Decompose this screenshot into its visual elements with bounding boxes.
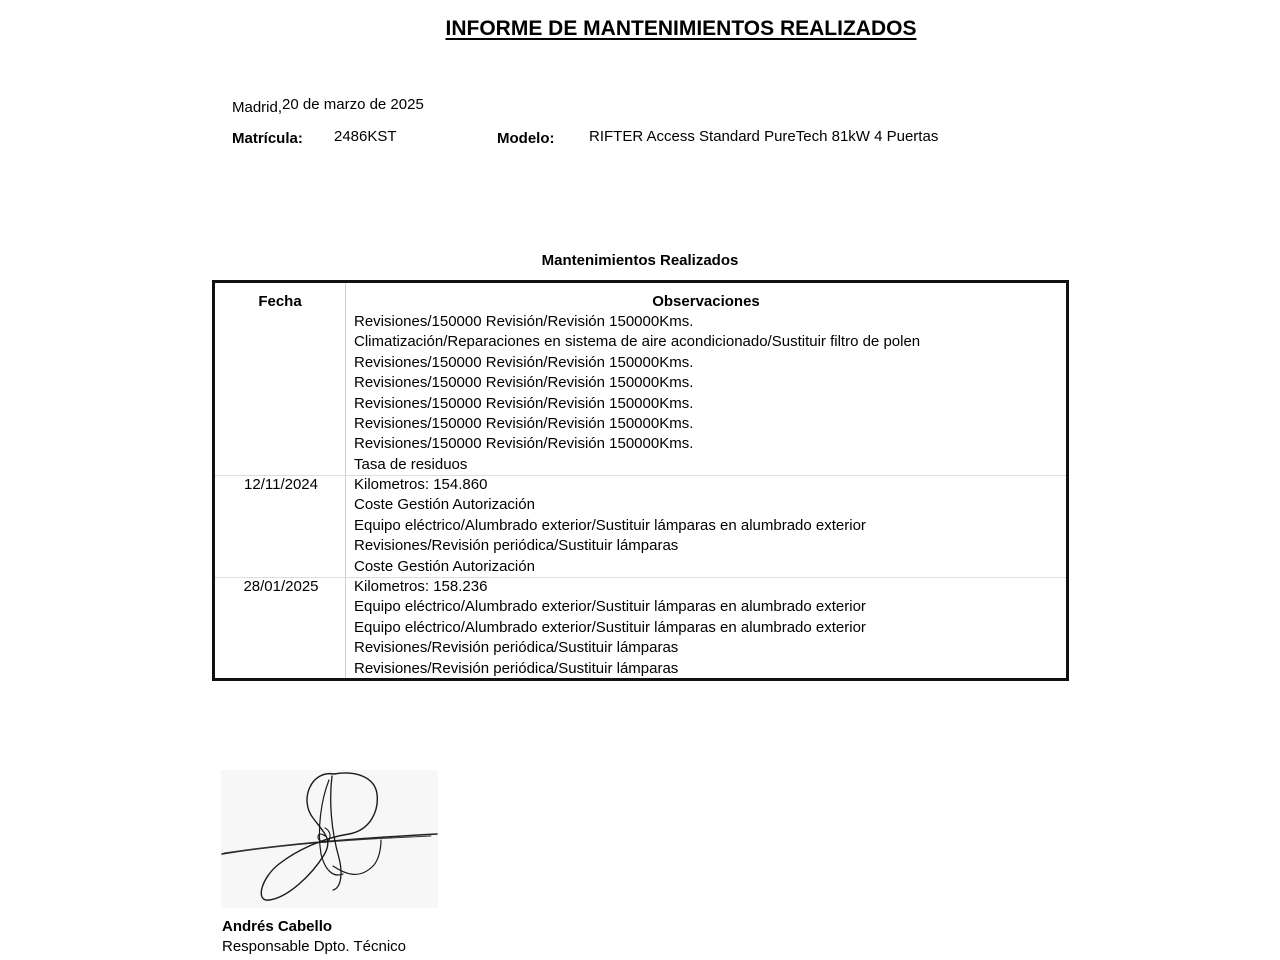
signature-image (221, 770, 438, 908)
report-title: INFORME DE MANTENIMIENTOS REALIZADOS (445, 17, 917, 40)
group-date: 12/11/2024 (244, 476, 318, 493)
observation-list (354, 312, 920, 475)
observation-item: Equipo eléctrico/Alumbrado exterior/Sustituir lámparas en alumbrado exterior (354, 598, 866, 616)
observation-item: Climatización/Reparaciones en sistema de aire acondicionado/Sustituir filtro de polen (354, 333, 921, 351)
group-date: 28/01/2025 (243, 578, 319, 595)
maintenance-table (212, 280, 1069, 681)
model-value: RIFTER Access Standard PureTech 81kW 4 Puertas (589, 128, 939, 145)
observation-item: Revisiones/150000 Revisión/Revisión 150000Kms. (354, 313, 694, 330)
report-date: 20 de marzo de 2025 (282, 96, 424, 113)
observation-item: Revisiones/150000 Revisión/Revisión 150000Kms. (354, 435, 694, 453)
observation-item: Coste Gestión Autorización (354, 557, 535, 575)
observation-item: Revisiones/Revisión periódica/Sustituir lámparas (354, 659, 679, 677)
observation-list (354, 475, 866, 577)
place-date-line (232, 96, 424, 116)
plate-label: Matrícula: (232, 130, 303, 147)
signature-scribble (221, 770, 438, 908)
observation-item: Revisiones/150000 Revisión/Revisión 150000Kms. (354, 394, 694, 412)
header-date: Fecha (258, 293, 302, 310)
observation-item: Equipo eléctrico/Alumbrado exterior/Sustituir lámparas en alumbrado exterior (354, 618, 866, 636)
observation-item: Kilometros: 158.236 (354, 578, 488, 595)
model-label: Modelo: (497, 130, 555, 147)
header-observations: Observaciones (652, 293, 760, 310)
table-caption: Mantenimientos Realizados (541, 252, 739, 269)
signer-name: Andrés Cabello (222, 918, 333, 935)
observation-item: Revisiones/150000 Revisión/Revisión 150000Kms. (354, 374, 694, 392)
observation-item: Tasa de residuos (354, 455, 468, 473)
plate-value: 2486KST (334, 128, 397, 145)
observation-item: Revisiones/Revisión periódica/Sustituir lámparas (354, 537, 679, 555)
observation-item: Kilometros: 154.860 (354, 476, 488, 493)
place-label: Madrid, (232, 99, 283, 116)
observation-item: Revisiones/150000 Revisión/Revisión 150000Kms. (354, 353, 694, 371)
observation-list (354, 577, 866, 679)
observation-item: Coste Gestión Autorización (354, 496, 535, 514)
observation-item: Revisiones/150000 Revisión/Revisión 150000Kms. (354, 415, 694, 433)
observation-item: Equipo eléctrico/Alumbrado exterior/Sustituir lámparas en alumbrado exterior (354, 516, 866, 534)
signer-role: Responsable Dpto. Técnico (222, 938, 406, 955)
observation-item: Revisiones/Revisión periódica/Sustituir lámparas (354, 639, 679, 657)
